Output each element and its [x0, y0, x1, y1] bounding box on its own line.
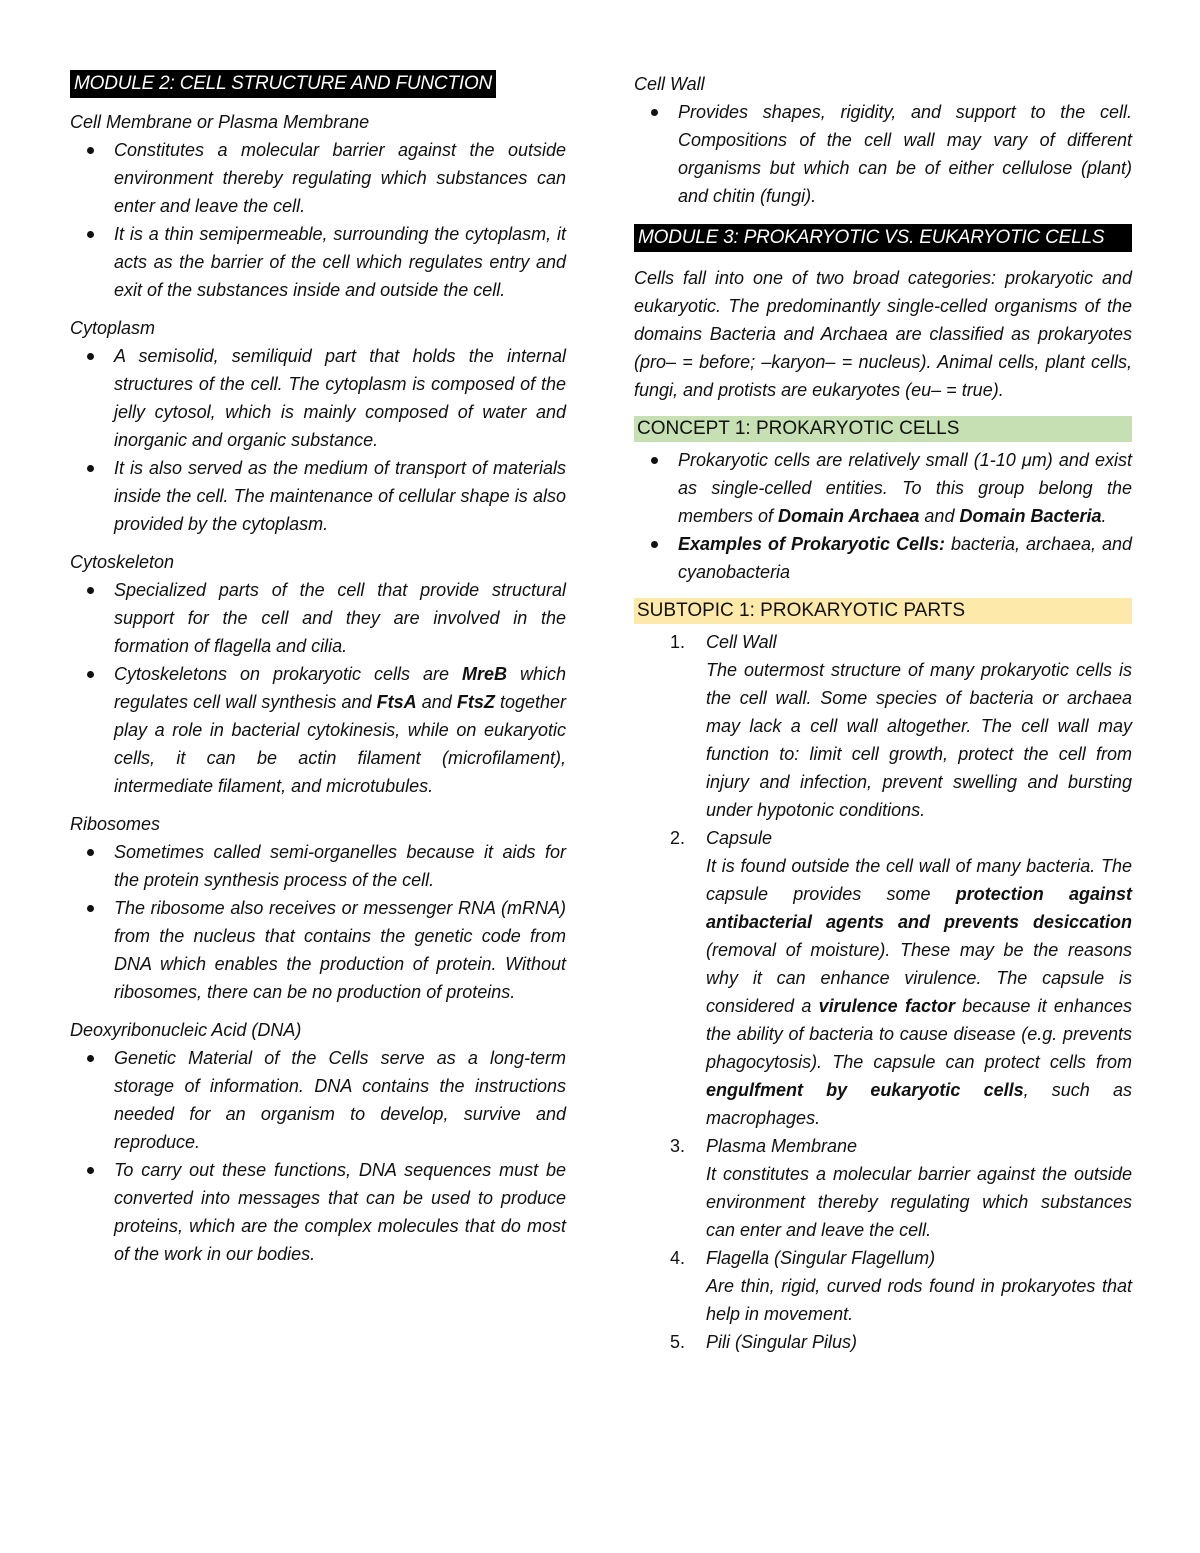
module-3-title: MODULE 3: PROKARYOTIC VS. EUKARYOTIC CELLS: [634, 224, 1132, 252]
list-item: 5. Pili (Singular Pilus): [634, 1328, 1132, 1356]
bullet-icon: [87, 587, 94, 594]
prokaryotic-parts-list: [634, 628, 1132, 1356]
list-item: Prokaryotic cells are relatively small (1-10 μm) and exist as single-celled entities. To this group belong the members of Domain Archaea and Domain Bacteria.: [634, 446, 1132, 530]
module-3-intro: Cells fall into one of two broad categories: prokaryotic and eukaryotic. The predominantly single-celled organisms of the domains Bacteria and Archaea are classified as prokaryotes (pro– = before; –karyon– = nucleus). Animal cells, plant cells, fungi, and protists are eukaryotes (eu– = true).: [634, 268, 1132, 400]
cytoskeleton-heading: Cytoskeleton: [70, 552, 175, 572]
list-item: It is a thin semipermeable, surrounding the cytoplasm, it acts as the barrier of the cell which regulates entry and exit of the substances inside and outside the cell.: [70, 220, 566, 304]
subtopic-1-heading: SUBTOPIC 1: PROKARYOTIC PARTS: [634, 598, 1132, 624]
part-title: Pili (Singular Pilus): [706, 1332, 858, 1352]
bullet-icon: [87, 147, 94, 154]
list-item: Specialized parts of the cell that provide structural support for the cell and they are involved in the formation of flagella and cilia.: [70, 576, 566, 660]
cell-wall-list: [634, 98, 1132, 210]
list-item: A semisolid, semiliquid part that holds the internal structures of the cell. The cytoplasm is composed of the jelly cytosol, which is mainly composed of water and inorganic and organic substance.: [70, 342, 566, 454]
bullet-icon: [87, 353, 94, 360]
part-title: Flagella (Singular Flagellum): [706, 1248, 936, 1268]
bullet-icon: [87, 231, 94, 238]
cell-membrane-list: [70, 136, 566, 304]
part-title: Cell Wall: [706, 632, 777, 652]
list-item: Constitutes a molecular barrier against the outside environment thereby regulating which substances can enter and leave the cell.: [70, 136, 566, 220]
concept-1-list: [634, 446, 1132, 586]
list-item: 1. Cell Wall The outermost structure of many prokaryotic cells is the cell wall. Some species of bacteria or archaea may lack a cell wall altogether. The cell wall may function to: limit cell growth, protect the cell from injury and infection, prevent swelling and bursting under hypotonic conditions.: [634, 628, 1132, 824]
bullet-icon: [651, 109, 658, 116]
list-item: 3. Plasma Membrane It constitutes a molecular barrier against the outside environment thereby regulating which substances can enter and leave the cell.: [634, 1132, 1132, 1244]
cytoplasm-list: [70, 342, 566, 538]
list-item: The ribosome also receives or messenger RNA (mRNA) from the nucleus that contains the genetic code from DNA which enables the production of protein. Without ribosomes, there can be no production of proteins.: [70, 894, 566, 1006]
list-item: 4. Flagella (Singular Flagellum) Are thin, rigid, curved rods found in prokaryotes that help in movement.: [634, 1244, 1132, 1328]
list-item: 2. Capsule It is found outside the cell wall of many bacteria. The capsule provides some protection against antibacterial agents and prevents desiccation (removal of moisture). These may be the reasons why it can enhance virulence. The capsule is considered a virulence factor because it enhances the ability of bacteria to cause disease (e.g. prevents phagocytosis). The capsule can protect cells from engulfment by eukaryotic cells, such as macrophages.: [634, 824, 1132, 1132]
bullet-icon: [651, 457, 658, 464]
left-column: [70, 70, 566, 1268]
right-column: [634, 70, 1132, 1356]
bullet-icon: [651, 541, 658, 548]
cell-membrane-heading: Cell Membrane or Plasma Membrane: [70, 112, 370, 132]
bullet-icon: [87, 671, 94, 678]
list-item: To carry out these functions, DNA sequences must be converted into messages that can be used to produce proteins, which are the complex molecules that do most of the work in our bodies.: [70, 1156, 566, 1268]
list-item: Sometimes called semi-organelles because it aids for the protein synthesis process of the cell.: [70, 838, 566, 894]
list-item: It is also served as the medium of transport of materials inside the cell. The maintenance of cellular shape is also provided by the cytoplasm.: [70, 454, 566, 538]
bullet-icon: [87, 905, 94, 912]
cytoplasm-heading: Cytoplasm: [70, 318, 156, 338]
list-item: Cytoskeletons on prokaryotic cells are MreB which regulates cell wall synthesis and FtsA and FtsZ together play a role in bacterial cytokinesis, while on eukaryotic cells, it can be actin filament (microfilament), intermediate filament, and microtubules.: [70, 660, 566, 800]
part-title: Plasma Membrane: [706, 1136, 858, 1156]
list-item: Genetic Material of the Cells serve as a long-term storage of information. DNA contains the instructions needed for an organism to develop, survive and reproduce.: [70, 1044, 566, 1156]
ribosomes-list: [70, 838, 566, 1006]
dna-heading: Deoxyribonucleic Acid (DNA): [70, 1020, 302, 1040]
bullet-icon: [87, 465, 94, 472]
part-title: Capsule: [706, 828, 773, 848]
ribosomes-heading: Ribosomes: [70, 814, 161, 834]
cell-wall-heading: Cell Wall: [634, 74, 705, 94]
concept-1-heading: CONCEPT 1: PROKARYOTIC CELLS: [634, 416, 1132, 442]
cytoskeleton-list: [70, 576, 566, 800]
dna-list: [70, 1044, 566, 1268]
bullet-icon: [87, 1055, 94, 1062]
list-item: Examples of Prokaryotic Cells: bacteria, archaea, and cyanobacteria: [634, 530, 1132, 586]
bullet-icon: [87, 849, 94, 856]
list-item: Provides shapes, rigidity, and support to the cell. Compositions of the cell wall may vary of different organisms but which can be of either cellulose (plant) and chitin (fungi).: [634, 98, 1132, 210]
bullet-icon: [87, 1167, 94, 1174]
module-2-title: MODULE 2: CELL STRUCTURE AND FUNCTION: [70, 70, 496, 98]
